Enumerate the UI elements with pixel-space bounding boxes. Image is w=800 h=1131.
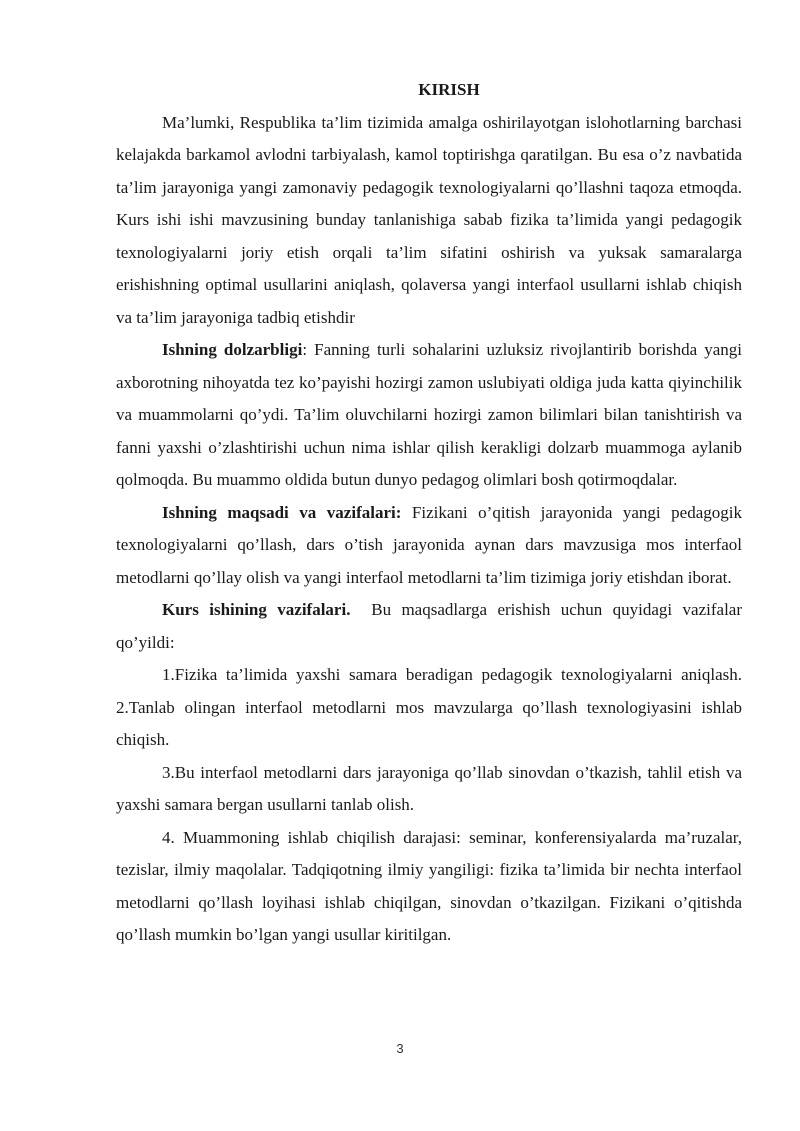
paragraph-text: Ma’lumki, Respublika ta’lim tizimida amalga oshirilayotgan islohotlarning barchasi kelajakda barkamol avlodni tarbiyalash, kamol toptirishga qaratilgan. Bu esa o’z navbatida ta’lim jarayoniga yangi zamonaviy pedagogik texnologiyalarni qo’llashni taqoza etmoqda. Kurs ishi ishi mavzusining bunday tanlanishiga sabab fizika ta’limida yangi pedagogik texnologiyalarni joriy etish orqali ta’lim sifatini oshirish va yuksak samaralarga erishishning optimal usullarini aniqlash, qolaversa yangi interfaol usullarni ishlab chiqish va ta’lim jarayoniga tadbiq etishdir (116, 112, 742, 327)
paragraph-text: 4. Muammoning ishlab chiqilish darajasi: seminar, konferensiyalarda ma’ruzalar, tezislar, ilmiy maqolalar. Tadqiqotning ilmiy yangiligi: fizika ta’limida bir nechta interfaol metodlarni qo’llash loyihasi ishlab chiqilgan, sinovdan o’tkazilgan. Fizikani o’qitishda qo’llash mumkin bo’lgan yangi usullar kiritilgan. (116, 827, 742, 944)
task-item-4 (116, 822, 742, 952)
paragraph-text: Bu maqsadlarga erishish uchun quyidagi vazifalar qo’yildi: (116, 600, 747, 652)
document-page (116, 74, 747, 952)
tasks-paragraph (116, 594, 747, 659)
tasks-heading: Kurs ishining vazifalari. (162, 600, 351, 619)
page-number: 3 (396, 1041, 404, 1056)
paragraph-text: : Fanning turli sohalarini uzluksiz rivojlantirib borishda yangi axborotning nihoyatda tez ko’payishi hozirgi zamon uslubiyati oldiga juda katta qiyinchilik va muammolarni qo’ydi. Ta’lim oluvchilarni hozirgi zamon bilimlari bilan tanishtirish va fanni yaxshi o’zlashtirishi uchun nima ishlar qilish kerakligi dolzarb muammoga aylanib qolmoqda. Bu muammo oldida butun dunyo pedagog olimlari bosh qotirmoqdalar. (116, 340, 742, 489)
document-title: KIRISH (418, 80, 480, 99)
goals-paragraph (116, 497, 742, 595)
task-item-1 (116, 659, 742, 757)
paragraph-text: 3.Bu interfaol metodlarni dars jarayoniga qo’llab sinovdan o’tkazish, tahlil etish va yaxshi samara bergan usullarni tanlab olish. (116, 762, 742, 814)
paragraph-text: 1.Fizika ta’limida yaxshi samara beradigan pedagogik texnologiyalarni aniqlash. 2.Tanlab olingan interfaol metodlarni mos mavzularga qo’llash texnologiyasini ishlab chiqish. (116, 665, 742, 749)
intro-paragraph (116, 107, 742, 335)
task-item-3 (116, 757, 742, 822)
relevance-paragraph (116, 334, 742, 497)
relevance-heading: Ishning dolzarbligi (162, 340, 303, 359)
goals-heading: Ishning maqsadi va vazifalari: (162, 502, 402, 522)
paragraph-text: Fizikani o’qitish jarayonida yangi pedagogik texnologiyalarni qo’llash, dars o’tish jarayonida aynan dars mavzusiga mos interfaol metodlarni qo’llay olish va yangi interfaol metodlarni ta’lim tizimiga joriy etishdan iborat. (116, 502, 742, 587)
